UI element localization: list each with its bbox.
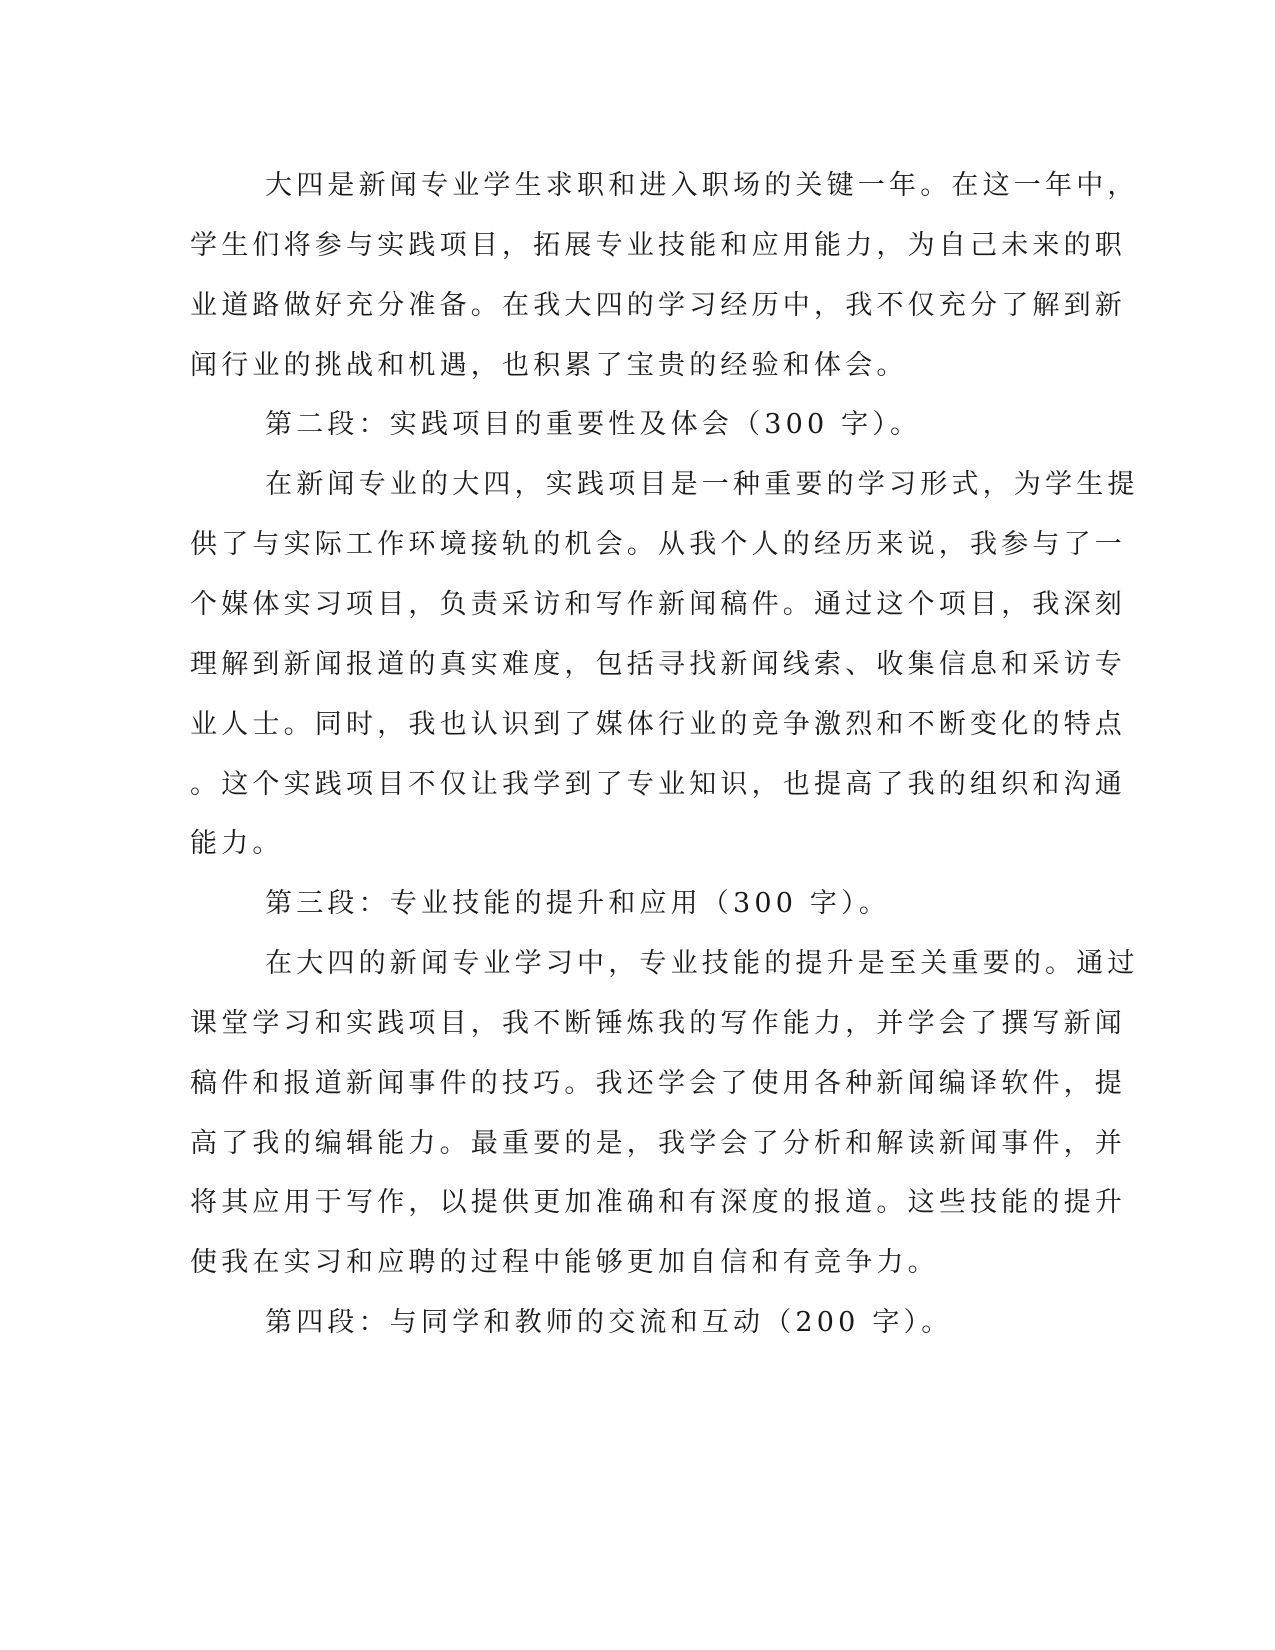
paragraph-line: 个媒体实习项目，负责采访和写作新闻稿件。通过这个项目，我深刻 [190,589,1126,620]
paragraph-line: 业道路做好充分准备。在我大四的学习经历中，我不仅充分了解到新 [190,290,1126,321]
paragraph-line: 能力。 [190,828,284,859]
paragraph-line: 学生们将参与实践项目，拓展专业技能和应用能力，为自己未来的职 [190,230,1126,261]
section-heading-3: 第三段：专业技能的提升和应用（300 字）。 [265,888,891,919]
paragraph-line: 闻行业的挑战和机遇，也积累了宝贵的经验和体会。 [190,350,908,381]
section-heading-2: 第二段：实践项目的重要性及体会（300 字）。 [265,409,922,440]
paragraph-line: 将其应用于写作，以提供更加准确和有深度的报道。这些技能的提升 [190,1187,1126,1218]
paragraph-line: 。这个实践项目不仅让我学到了专业知识，也提高了我的组织和沟通 [190,769,1126,800]
section-heading-4: 第四段：与同学和教师的交流和互动（200 字）。 [265,1307,953,1338]
paragraph-line: 理解到新闻报道的真实难度，包括寻找新闻线索、收集信息和采访专 [190,649,1126,680]
paragraph-line: 在大四的新闻专业学习中，专业技能的提升是至关重要的。通过 [265,948,1139,979]
paragraph-line: 供了与实际工作环境接轨的机会。从我个人的经历来说，我参与了一 [190,529,1126,560]
paragraph-line: 课堂学习和实践项目，我不断锤炼我的写作能力，并学会了撰写新闻 [190,1008,1126,1039]
paragraph-line: 稿件和报道新闻事件的技巧。我还学会了使用各种新闻编译软件，提 [190,1068,1126,1099]
paragraph-line: 业人士。同时，我也认识到了媒体行业的竞争激烈和不断变化的特点 [190,709,1126,740]
paragraph-line: 使我在实习和应聘的过程中能够更加自信和有竞争力。 [190,1247,939,1278]
paragraph-line: 大四是新闻专业学生求职和进入职场的关键一年。在这一年中， [265,170,1139,201]
paragraph-line: 高了我的编辑能力。最重要的是，我学会了分析和解读新闻事件，并 [190,1128,1126,1159]
paragraph-line: 在新闻专业的大四，实践项目是一种重要的学习形式，为学生提 [265,469,1139,500]
